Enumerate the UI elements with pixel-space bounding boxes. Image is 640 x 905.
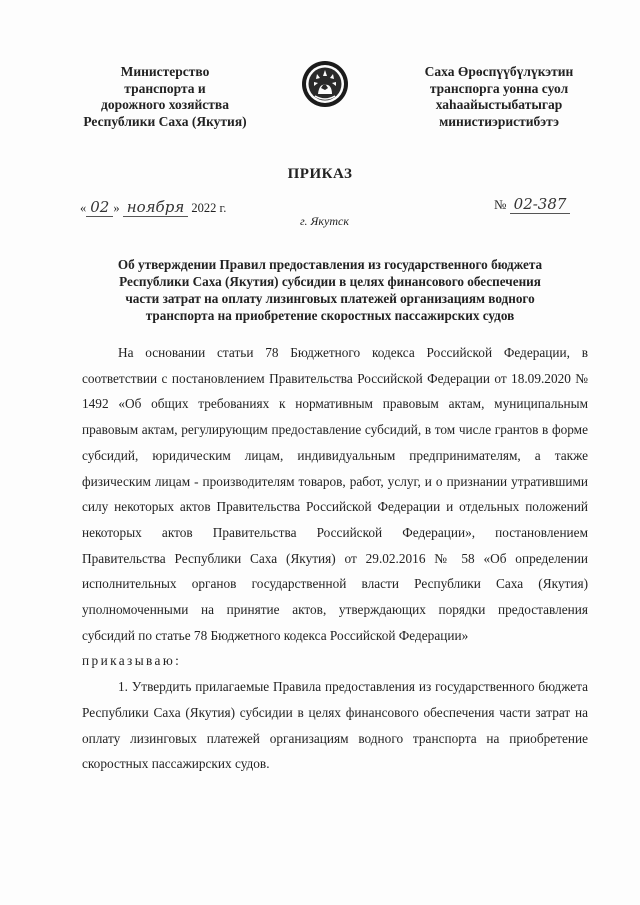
- date-month: ноября: [123, 198, 189, 217]
- number-prefix: №: [494, 197, 507, 212]
- date-open-quote: «: [80, 201, 87, 215]
- header-right-line: хаһаайыстыбатыгар: [435, 97, 563, 112]
- order-date: [80, 198, 226, 216]
- header-left-line: транспорта и: [124, 80, 206, 96]
- subject-line: Республики Саха (Якутия) субсидии в целях финансового обеспечения: [119, 274, 541, 289]
- subject-line: Об утверждении Правил предоставления из государственного бюджета: [117, 257, 543, 272]
- header-left-line: дорожного хозяйства: [101, 97, 229, 112]
- header-left-line: Министерство: [120, 64, 210, 79]
- header-right-line: министиэристибэтэ: [439, 113, 559, 129]
- order-body: [82, 340, 588, 777]
- date-day: 02: [86, 198, 113, 217]
- date-year: 2022 г.: [191, 201, 227, 215]
- sakha-emblem-icon: [301, 58, 349, 110]
- subject-line: части затрат на оплату лизинговых платежей организациям водного: [125, 291, 535, 306]
- header-right-line: Саха Өрөспүүбүлүкэтин: [424, 64, 574, 79]
- date-close-quote: »: [113, 201, 120, 215]
- header-right-line: транспорга уонна суол: [429, 80, 569, 96]
- order-item-1: 1. Утвердить прилагаемые Правила предоставления из государственного бюджета Республики Саха (Якутия) субсидии в целях финансового обеспечения части затрат на оплату лизинговых платежей организациям водного транспорта на приобретение скоростных пассажирских судов.: [82, 679, 588, 772]
- order-number: [494, 195, 570, 213]
- ministry-name-yakut: [388, 64, 610, 130]
- header-left-line: Республики Саха (Якутия): [83, 113, 247, 129]
- ministry-name-russian: [60, 64, 270, 130]
- preamble-text: На основании статьи 78 Бюджетного кодекса Российской Федерации, в соответствии с постановлением Правительства Российской Федерации от 18.09.2020 № 1492 «Об общих требованиях к нормативным правовым актам, муниципальным правовым актам, регулирующим предоставление субсидий, в том числе грантов в форме субсидий, юридическим лицам, индивидуальным предпринимателям, а также физическим лицам - производителям товаров, работ, услуг, и о признании утратившими силу некоторых актов Правительства Российской Федерации и отдельных положений некоторых актов Правительства Российской Федерации», постановлением Правительства Республики Саха (Якутия) от 29.02.2016 № 58 «Об определении исполнительных органов государственной власти Республики Саха (Якутия) уполномоченными на принятие актов, утверждающих порядки предоставления субсидий по статье 78 Бюджетного кодекса Российской Федерации»: [82, 345, 588, 643]
- subject-line: транспорта на приобретение скоростных пассажирских судов: [145, 308, 515, 323]
- number-value: 02-387: [510, 195, 571, 214]
- city: г. Якутск: [300, 214, 349, 228]
- preamble-paragraph: [82, 340, 588, 674]
- document-title: ПРИКАЗ: [287, 166, 353, 182]
- order-subject: [80, 256, 580, 324]
- order-word: приказываю:: [82, 653, 182, 669]
